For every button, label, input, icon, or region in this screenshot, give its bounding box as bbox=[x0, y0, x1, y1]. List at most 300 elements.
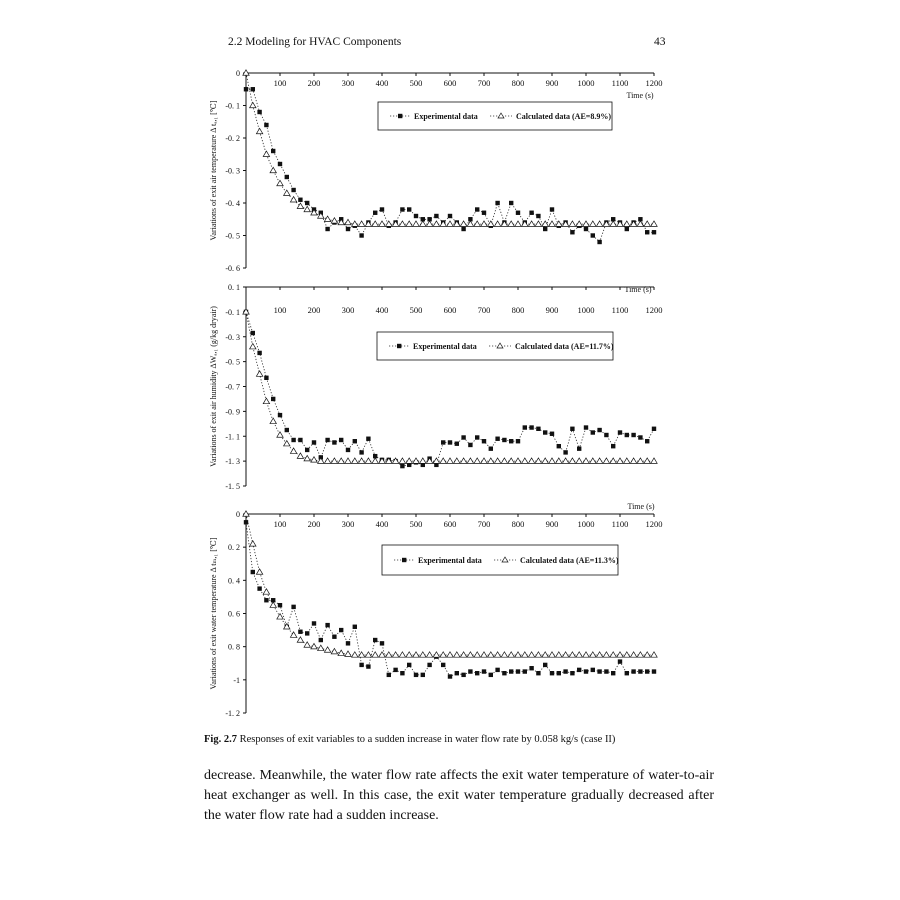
data-point-square bbox=[271, 149, 275, 153]
x-axis-label: Time (s) bbox=[627, 502, 655, 511]
x-tick-label: 1100 bbox=[611, 78, 629, 88]
data-point-triangle bbox=[399, 221, 405, 226]
x-tick-label: 600 bbox=[443, 78, 457, 88]
data-point-triangle bbox=[474, 458, 480, 463]
data-point-triangle bbox=[256, 371, 262, 376]
chart-panel-1 bbox=[209, 69, 663, 273]
data-point-triangle bbox=[583, 652, 589, 657]
data-point-square bbox=[550, 432, 554, 436]
y-tick-label: -1. 1 bbox=[225, 432, 240, 442]
data-point-triangle bbox=[358, 221, 364, 226]
x-tick-label: 300 bbox=[341, 305, 355, 315]
data-point-square bbox=[312, 621, 316, 625]
data-point-triangle bbox=[603, 652, 609, 657]
data-point-square bbox=[373, 638, 377, 642]
data-point-square bbox=[278, 162, 282, 166]
x-tick-label: 100 bbox=[273, 78, 287, 88]
data-point-square bbox=[353, 625, 357, 629]
data-point-square bbox=[455, 671, 459, 675]
data-point-triangle bbox=[290, 632, 296, 637]
data-point-square bbox=[536, 427, 540, 431]
data-point-square bbox=[509, 439, 513, 443]
data-point-triangle bbox=[467, 221, 473, 226]
x-tick-label: 700 bbox=[477, 519, 491, 529]
data-point-square bbox=[557, 671, 561, 675]
running-header-section: 2.2 Modeling for HVAC Components bbox=[228, 36, 402, 48]
data-point-triangle bbox=[420, 221, 426, 226]
data-point-triangle bbox=[426, 458, 432, 463]
data-point-triangle bbox=[549, 221, 555, 226]
data-point-triangle bbox=[250, 344, 256, 349]
data-point-triangle bbox=[596, 652, 602, 657]
y-tick-label: 0. 2 bbox=[228, 543, 240, 553]
data-point-triangle bbox=[501, 458, 507, 463]
data-point-square bbox=[285, 428, 289, 432]
data-point-triangle bbox=[433, 652, 439, 657]
data-point-triangle bbox=[270, 602, 276, 607]
data-point-square bbox=[604, 433, 608, 437]
data-point-square bbox=[645, 230, 649, 234]
data-point-triangle bbox=[528, 458, 534, 463]
data-point-square bbox=[359, 663, 363, 667]
data-point-triangle bbox=[481, 221, 487, 226]
data-point-square bbox=[448, 440, 452, 444]
data-point-square bbox=[325, 623, 329, 627]
data-point-triangle bbox=[590, 458, 596, 463]
x-tick-label: 200 bbox=[307, 78, 321, 88]
data-point-square bbox=[516, 211, 520, 215]
data-point-triangle bbox=[562, 458, 568, 463]
data-point-triangle bbox=[345, 219, 351, 224]
data-point-triangle bbox=[644, 652, 650, 657]
data-point-triangle bbox=[324, 647, 330, 652]
x-tick-label: 700 bbox=[477, 78, 491, 88]
legend-marker-square bbox=[397, 344, 401, 348]
data-point-square bbox=[400, 207, 404, 211]
data-point-square bbox=[631, 669, 635, 673]
data-point-triangle bbox=[256, 128, 262, 133]
data-point-square bbox=[400, 464, 404, 468]
data-point-triangle bbox=[440, 221, 446, 226]
data-point-triangle bbox=[304, 642, 310, 647]
data-point-square bbox=[591, 668, 595, 672]
data-point-triangle bbox=[522, 221, 528, 226]
data-point-square bbox=[257, 586, 261, 590]
data-point-square bbox=[638, 435, 642, 439]
legend bbox=[378, 102, 612, 130]
data-point-triangle bbox=[515, 652, 521, 657]
data-point-square bbox=[251, 570, 255, 574]
data-point-triangle bbox=[426, 221, 432, 226]
data-point-square bbox=[475, 435, 479, 439]
y-tick-label: -1 bbox=[233, 675, 240, 685]
data-point-triangle bbox=[494, 458, 500, 463]
data-point-triangle bbox=[358, 458, 364, 463]
data-point-triangle bbox=[290, 197, 296, 202]
data-point-triangle bbox=[515, 458, 521, 463]
data-point-triangle bbox=[508, 458, 514, 463]
data-point-triangle bbox=[624, 652, 630, 657]
data-point-square bbox=[468, 443, 472, 447]
data-point-triangle bbox=[508, 652, 514, 657]
data-point-square bbox=[482, 439, 486, 443]
data-point-triangle bbox=[562, 652, 568, 657]
data-point-triangle bbox=[352, 458, 358, 463]
data-point-triangle bbox=[583, 221, 589, 226]
y-tick-label: 0 bbox=[236, 510, 240, 519]
data-point-triangle bbox=[542, 221, 548, 226]
data-point-square bbox=[359, 233, 363, 237]
figure-caption-text: Responses of exit variables to a sudden increase in water flow rate by 0.058 kg/s (case II) bbox=[239, 734, 616, 745]
data-point-square bbox=[604, 669, 608, 673]
legend bbox=[382, 545, 619, 575]
data-point-triangle bbox=[297, 203, 303, 208]
data-point-triangle bbox=[542, 458, 548, 463]
data-point-triangle bbox=[338, 650, 344, 655]
data-point-square bbox=[461, 227, 465, 231]
data-point-square bbox=[346, 641, 350, 645]
y-tick-label: -1. 5 bbox=[225, 482, 240, 491]
page-number: 43 bbox=[654, 36, 666, 48]
data-point-square bbox=[339, 628, 343, 632]
data-point-square bbox=[400, 671, 404, 675]
data-point-triangle bbox=[372, 458, 378, 463]
y-tick-label: 0. 8 bbox=[228, 642, 240, 652]
data-point-triangle bbox=[522, 652, 528, 657]
data-point-square bbox=[448, 674, 452, 678]
data-point-triangle bbox=[590, 221, 596, 226]
x-tick-label: 900 bbox=[545, 519, 559, 529]
x-tick-label: 100 bbox=[273, 305, 287, 315]
figure-label: Fig. 2.7 bbox=[204, 734, 237, 745]
data-point-square bbox=[305, 448, 309, 452]
data-point-triangle bbox=[651, 652, 657, 657]
data-point-square bbox=[475, 207, 479, 211]
data-point-triangle bbox=[392, 458, 398, 463]
data-point-triangle bbox=[488, 652, 494, 657]
data-point-square bbox=[577, 446, 581, 450]
y-tick-label: -0. 3 bbox=[225, 166, 240, 176]
data-point-triangle bbox=[345, 651, 351, 656]
data-point-triangle bbox=[637, 221, 643, 226]
data-point-triangle bbox=[603, 221, 609, 226]
data-point-triangle bbox=[610, 458, 616, 463]
data-point-triangle bbox=[576, 221, 582, 226]
data-point-triangle bbox=[556, 652, 562, 657]
data-point-square bbox=[577, 668, 581, 672]
data-point-square bbox=[285, 175, 289, 179]
data-point-triangle bbox=[311, 457, 317, 462]
data-point-square bbox=[468, 669, 472, 673]
data-point-triangle bbox=[454, 458, 460, 463]
data-point-triangle bbox=[610, 652, 616, 657]
data-point-triangle bbox=[433, 458, 439, 463]
data-point-triangle bbox=[474, 221, 480, 226]
y-tick-label: -1. 2 bbox=[225, 709, 240, 718]
data-point-triangle bbox=[413, 458, 419, 463]
data-point-square bbox=[550, 671, 554, 675]
x-tick-label: 400 bbox=[375, 519, 389, 529]
data-point-square bbox=[414, 214, 418, 218]
data-point-triangle bbox=[277, 614, 283, 619]
data-point-square bbox=[611, 444, 615, 448]
chart-panel-2 bbox=[209, 283, 663, 491]
x-tick-label: 800 bbox=[511, 305, 525, 315]
data-point-triangle bbox=[569, 458, 575, 463]
data-point-triangle bbox=[481, 458, 487, 463]
data-point-square bbox=[373, 211, 377, 215]
data-point-square bbox=[244, 87, 248, 91]
y-tick-label: 0. 4 bbox=[228, 576, 240, 586]
y-axis-title: Variations of exit air temperature Δ tₐ,₁ [℃] bbox=[209, 100, 218, 241]
legend-label-calculated: Calculated data (AE=11.3%) bbox=[520, 556, 619, 565]
data-point-triangle bbox=[318, 458, 324, 463]
data-point-triangle bbox=[440, 458, 446, 463]
data-point-triangle bbox=[277, 180, 283, 185]
data-point-square bbox=[516, 439, 520, 443]
series-calculated bbox=[243, 70, 657, 227]
x-tick-label: 400 bbox=[375, 78, 389, 88]
data-point-square bbox=[366, 437, 370, 441]
legend-label-calculated: Calculated data (AE=8.9%) bbox=[516, 112, 611, 121]
data-point-triangle bbox=[270, 418, 276, 423]
data-point-square bbox=[305, 631, 309, 635]
x-tick-label: 700 bbox=[477, 305, 491, 315]
data-point-square bbox=[495, 437, 499, 441]
data-point-triangle bbox=[297, 453, 303, 458]
data-point-square bbox=[563, 669, 567, 673]
data-point-triangle bbox=[454, 652, 460, 657]
data-point-square bbox=[584, 425, 588, 429]
data-point-square bbox=[353, 439, 357, 443]
data-point-triangle bbox=[535, 221, 541, 226]
legend-label-calculated: Calculated data (AE=11.7%) bbox=[515, 342, 614, 351]
x-tick-label: 1200 bbox=[645, 305, 663, 315]
data-point-square bbox=[380, 641, 384, 645]
x-axis-label: Time (s) bbox=[624, 285, 652, 294]
data-point-square bbox=[543, 430, 547, 434]
data-point-triangle bbox=[324, 216, 330, 221]
y-tick-label: -0. 7 bbox=[225, 382, 240, 392]
y-tick-label: -0. 1 bbox=[225, 101, 240, 111]
data-point-triangle bbox=[392, 221, 398, 226]
data-point-triangle bbox=[467, 652, 473, 657]
data-point-square bbox=[298, 630, 302, 634]
data-point-triangle bbox=[556, 458, 562, 463]
data-point-square bbox=[550, 207, 554, 211]
data-point-triangle bbox=[379, 652, 385, 657]
x-tick-label: 200 bbox=[307, 519, 321, 529]
data-point-triangle bbox=[365, 458, 371, 463]
x-tick-label: 500 bbox=[409, 78, 423, 88]
data-point-square bbox=[482, 211, 486, 215]
y-tick-label: -0. 5 bbox=[225, 231, 240, 241]
data-point-square bbox=[441, 440, 445, 444]
data-point-triangle bbox=[256, 569, 262, 574]
data-point-square bbox=[543, 663, 547, 667]
x-tick-label: 200 bbox=[307, 305, 321, 315]
data-point-square bbox=[645, 439, 649, 443]
x-tick-label: 1100 bbox=[611, 519, 629, 529]
data-point-square bbox=[618, 430, 622, 434]
data-point-triangle bbox=[304, 206, 310, 211]
data-point-triangle bbox=[372, 221, 378, 226]
data-point-triangle bbox=[590, 652, 596, 657]
data-point-triangle bbox=[617, 458, 623, 463]
data-point-square bbox=[407, 207, 411, 211]
data-point-square bbox=[257, 351, 261, 355]
data-point-triangle bbox=[542, 652, 548, 657]
data-point-triangle bbox=[447, 458, 453, 463]
data-point-square bbox=[652, 427, 656, 431]
data-point-triangle bbox=[406, 652, 412, 657]
data-point-triangle bbox=[488, 458, 494, 463]
data-point-square bbox=[509, 669, 513, 673]
x-tick-label: 1200 bbox=[645, 78, 663, 88]
data-point-square bbox=[625, 227, 629, 231]
data-point-triangle bbox=[372, 652, 378, 657]
data-point-triangle bbox=[528, 221, 534, 226]
data-point-triangle bbox=[596, 221, 602, 226]
data-point-triangle bbox=[488, 221, 494, 226]
data-point-triangle bbox=[250, 102, 256, 107]
data-point-square bbox=[597, 240, 601, 244]
data-point-triangle bbox=[583, 458, 589, 463]
data-point-square bbox=[563, 450, 567, 454]
data-point-triangle bbox=[250, 541, 256, 546]
data-point-triangle bbox=[324, 458, 330, 463]
y-axis-title: Variations of exit water temperature Δ tₘ,₁ [℃] bbox=[209, 537, 218, 690]
data-point-triangle bbox=[460, 652, 466, 657]
data-point-square bbox=[325, 227, 329, 231]
data-point-triangle bbox=[447, 652, 453, 657]
data-point-square bbox=[543, 227, 547, 231]
y-tick-label: -0. 9 bbox=[225, 407, 240, 417]
data-point-triangle bbox=[617, 652, 623, 657]
data-point-square bbox=[387, 673, 391, 677]
legend-label-experimental: Experimental data bbox=[414, 112, 478, 121]
data-point-triangle bbox=[535, 652, 541, 657]
y-tick-label: 0. 1 bbox=[228, 283, 240, 292]
data-point-square bbox=[536, 671, 540, 675]
data-point-triangle bbox=[413, 652, 419, 657]
x-tick-label: 1000 bbox=[577, 305, 595, 315]
data-point-triangle bbox=[651, 221, 657, 226]
body-paragraph: decrease. Meanwhile, the water flow rate affects the exit water temperature of water-to-air heat exchanger as well. In this case, the exit water temperature gradually decreased after the water flow rate had a sudden increase. bbox=[204, 768, 714, 823]
data-point-triangle bbox=[277, 432, 283, 437]
x-tick-label: 1200 bbox=[645, 519, 663, 529]
data-point-triangle bbox=[481, 652, 487, 657]
data-point-triangle bbox=[284, 624, 290, 629]
data-point-square bbox=[441, 663, 445, 667]
x-tick-label: 800 bbox=[511, 519, 525, 529]
data-point-triangle bbox=[460, 221, 466, 226]
chart-panel-3 bbox=[209, 502, 663, 718]
data-point-square bbox=[475, 671, 479, 675]
data-point-triangle bbox=[345, 458, 351, 463]
data-point-square bbox=[570, 427, 574, 431]
data-point-triangle bbox=[440, 652, 446, 657]
data-point-triangle bbox=[549, 458, 555, 463]
data-point-square bbox=[645, 669, 649, 673]
data-point-square bbox=[305, 201, 309, 205]
data-point-square bbox=[461, 435, 465, 439]
data-point-triangle bbox=[284, 190, 290, 195]
x-tick-label: 500 bbox=[409, 519, 423, 529]
data-point-triangle bbox=[454, 221, 460, 226]
data-point-square bbox=[625, 433, 629, 437]
data-point-square bbox=[251, 331, 255, 335]
data-point-square bbox=[421, 673, 425, 677]
data-point-triangle bbox=[420, 458, 426, 463]
data-point-square bbox=[584, 227, 588, 231]
data-point-triangle bbox=[399, 458, 405, 463]
data-point-square bbox=[597, 669, 601, 673]
data-point-triangle bbox=[420, 652, 426, 657]
data-point-triangle bbox=[399, 652, 405, 657]
data-point-square bbox=[393, 668, 397, 672]
data-point-square bbox=[638, 669, 642, 673]
data-point-triangle bbox=[522, 458, 528, 463]
data-point-square bbox=[625, 671, 629, 675]
x-tick-label: 300 bbox=[341, 519, 355, 529]
data-point-square bbox=[516, 669, 520, 673]
data-point-triangle bbox=[460, 458, 466, 463]
data-point-triangle bbox=[406, 458, 412, 463]
data-point-triangle bbox=[508, 221, 514, 226]
data-point-triangle bbox=[365, 652, 371, 657]
data-point-triangle bbox=[644, 458, 650, 463]
data-point-square bbox=[291, 605, 295, 609]
data-point-square bbox=[652, 230, 656, 234]
data-point-triangle bbox=[637, 458, 643, 463]
data-point-square bbox=[489, 446, 493, 450]
data-point-square bbox=[502, 671, 506, 675]
data-point-triangle bbox=[630, 652, 636, 657]
data-point-triangle bbox=[576, 652, 582, 657]
data-point-square bbox=[264, 598, 268, 602]
y-tick-label: -0. 4 bbox=[225, 199, 240, 208]
x-tick-label: 100 bbox=[273, 519, 287, 529]
data-point-triangle bbox=[576, 458, 582, 463]
data-point-triangle bbox=[379, 221, 385, 226]
data-point-triangle bbox=[386, 221, 392, 226]
data-point-square bbox=[482, 669, 486, 673]
data-point-square bbox=[414, 673, 418, 677]
data-point-square bbox=[325, 438, 329, 442]
x-tick-label: 1000 bbox=[577, 78, 595, 88]
data-point-square bbox=[448, 214, 452, 218]
data-point-square bbox=[298, 438, 302, 442]
data-point-triangle bbox=[610, 221, 616, 226]
data-point-triangle bbox=[406, 221, 412, 226]
data-point-square bbox=[509, 201, 513, 205]
data-point-triangle bbox=[528, 652, 534, 657]
data-point-triangle bbox=[501, 221, 507, 226]
legend-marker-square bbox=[398, 114, 402, 118]
data-point-square bbox=[257, 110, 261, 114]
data-point-square bbox=[523, 669, 527, 673]
y-tick-label: -0. 1 bbox=[225, 307, 240, 317]
data-point-square bbox=[434, 214, 438, 218]
data-point-square bbox=[536, 214, 540, 218]
data-point-triangle bbox=[494, 221, 500, 226]
x-tick-label: 900 bbox=[545, 78, 559, 88]
x-tick-label: 500 bbox=[409, 305, 423, 315]
x-tick-label: 400 bbox=[375, 305, 389, 315]
y-tick-label: -1. 3 bbox=[225, 457, 240, 467]
data-point-triangle bbox=[270, 167, 276, 172]
